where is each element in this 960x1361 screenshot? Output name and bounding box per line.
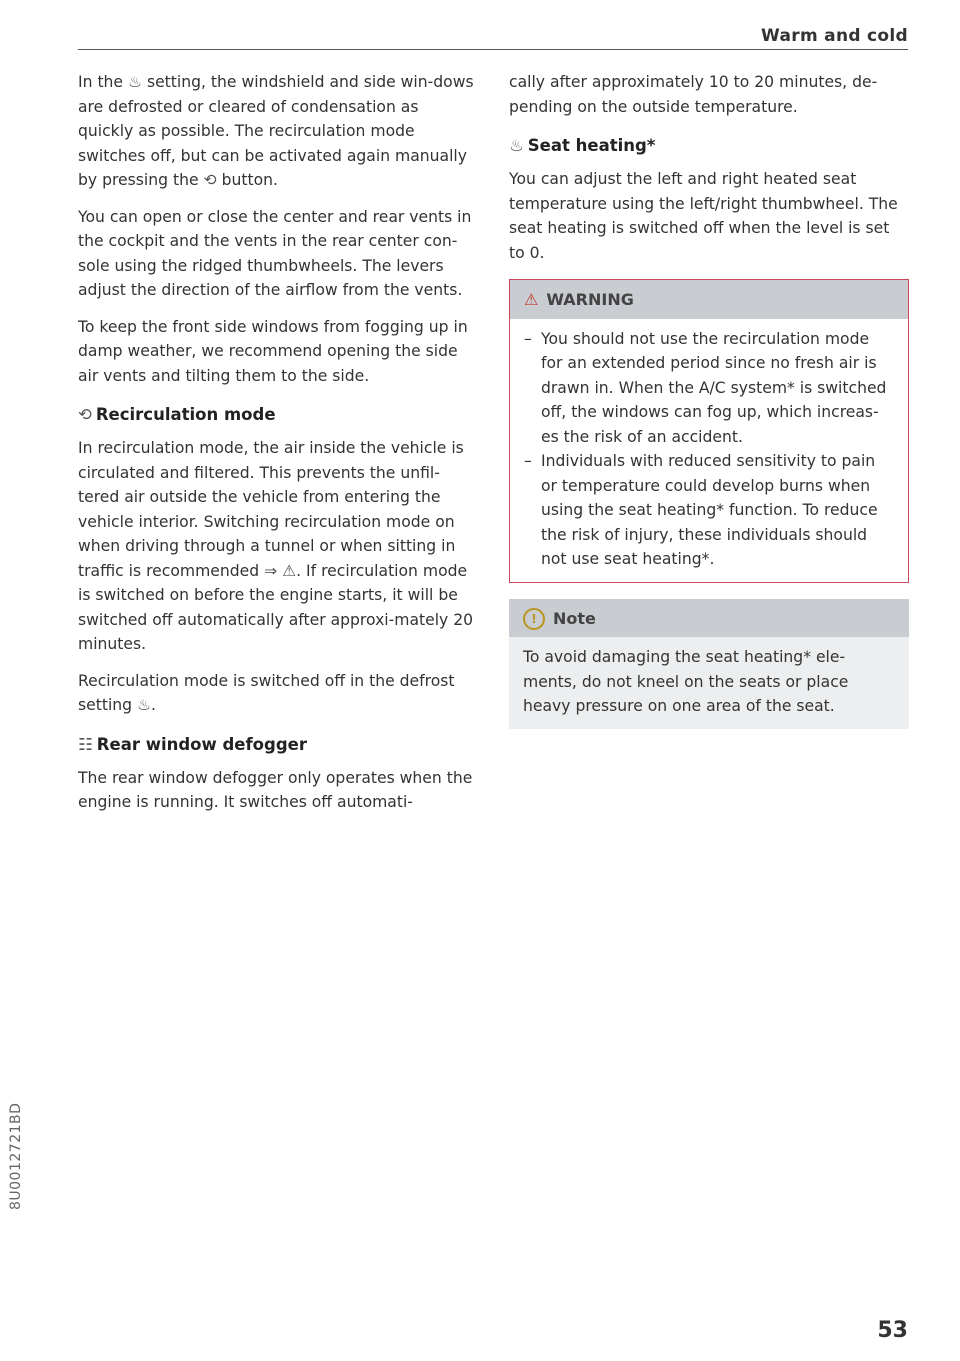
rear-defogger-heading (78, 734, 478, 756)
warning-item: – You should not use the recirculation mode for an extended period since no fresh air is drawn in. When the A/C system* is switched off, the windows can fog up, which increas-es the risk of an accident. (524, 327, 894, 450)
recirculation-paragraph (78, 436, 478, 657)
warning-item: – Individuals with reduced sensitivity to pain or temperature could develop burns when using the seat heating* function. To reduce the risk of injury, these individuals should not use seat heating*. (524, 449, 894, 572)
warning-body (510, 319, 908, 582)
heading-text: Recirculation mode (95, 405, 276, 424)
vents-paragraph: You can open or close the center and rear vents in the cockpit and the vents in the rear center con-sole using the ridged thumbwheels. The levers adjust the direction of the airflow from the vents. (78, 207, 472, 299)
text-span: setting, the windshield and side win-dows are defrosted or cleared of condensation as quickly as possible. The recirculation mode switches off, but can be activated again manually by pressing the (78, 73, 474, 189)
warning-triangle-icon: ⚠ (524, 290, 539, 309)
note-title: Note (553, 608, 596, 628)
note-body: To avoid damaging the seat heating* ele-ments, do not kneel on the seats or place heavy pressure on one area of the seat. (509, 637, 909, 729)
note-box (509, 599, 909, 729)
defogger-continued-paragraph: cally after approximately 10 to 20 minutes, de-pending on the outside temperature. (509, 73, 878, 116)
rear-defogger-paragraph: The rear window defogger only operates when the engine is running. It switches off automati- (78, 768, 473, 811)
header-divider (78, 49, 908, 50)
defrost-paragraph (78, 70, 478, 193)
defrost-icon: ♨ (137, 696, 152, 714)
text-span: . If recirculation mode is switched on before the engine starts, it will be switched off automatically after approxi-mately 20 minutes. (78, 561, 474, 653)
arrow-right-icon: ⇒ (264, 561, 278, 580)
recirculation-defrost-paragraph (78, 669, 478, 718)
right-column (509, 70, 909, 729)
note-header (509, 599, 909, 638)
text-span: In the (78, 73, 124, 91)
left-column (78, 70, 478, 827)
recirculation-icon: ⟲ (78, 405, 92, 424)
warning-box (509, 279, 909, 583)
recirculation-icon: ⟲ (203, 171, 217, 189)
seat-heating-heading (509, 135, 909, 157)
text-span: button. (221, 171, 278, 189)
heading-text: Seat heating* (527, 136, 656, 155)
text-span: . (151, 696, 156, 714)
warning-header (510, 279, 908, 319)
heading-text: Rear window defogger (96, 734, 307, 754)
defrost-icon: ♨ (128, 73, 142, 91)
document-code: 8U0012721BD (8, 1102, 24, 1210)
page-number: 53 (877, 1318, 908, 1343)
text-span: Recirculation mode is switched off in the defrost setting (78, 671, 455, 714)
page-header-title: Warm and cold (761, 26, 908, 46)
rear-defogger-icon: ☷ (78, 734, 93, 754)
warning-title: WARNING (546, 290, 634, 309)
exclamation-circle-icon: ! (523, 608, 545, 630)
recirculation-heading (78, 404, 478, 426)
text-span: In recirculation mode, the air inside the vehicle is circulated and filtered. This prevents the unfil-tered air outside the vehicle from entering the vehicle interior. Switching recirculation mode on when driving through a tunnel or when sitting in traffic is recommended (78, 439, 464, 580)
seat-heating-icon: ♨ (509, 136, 524, 155)
warning-triangle-icon: ⚠ (282, 561, 297, 580)
fogging-paragraph: To keep the front side windows from fogging up in damp weather, we recommend opening the side air vents and tilting them to the side. (78, 317, 468, 385)
seat-heating-paragraph: You can adjust the left and right heated seat temperature using the left/right thumbwheel. The seat heating is switched off when the level is set to 0. (509, 170, 898, 262)
